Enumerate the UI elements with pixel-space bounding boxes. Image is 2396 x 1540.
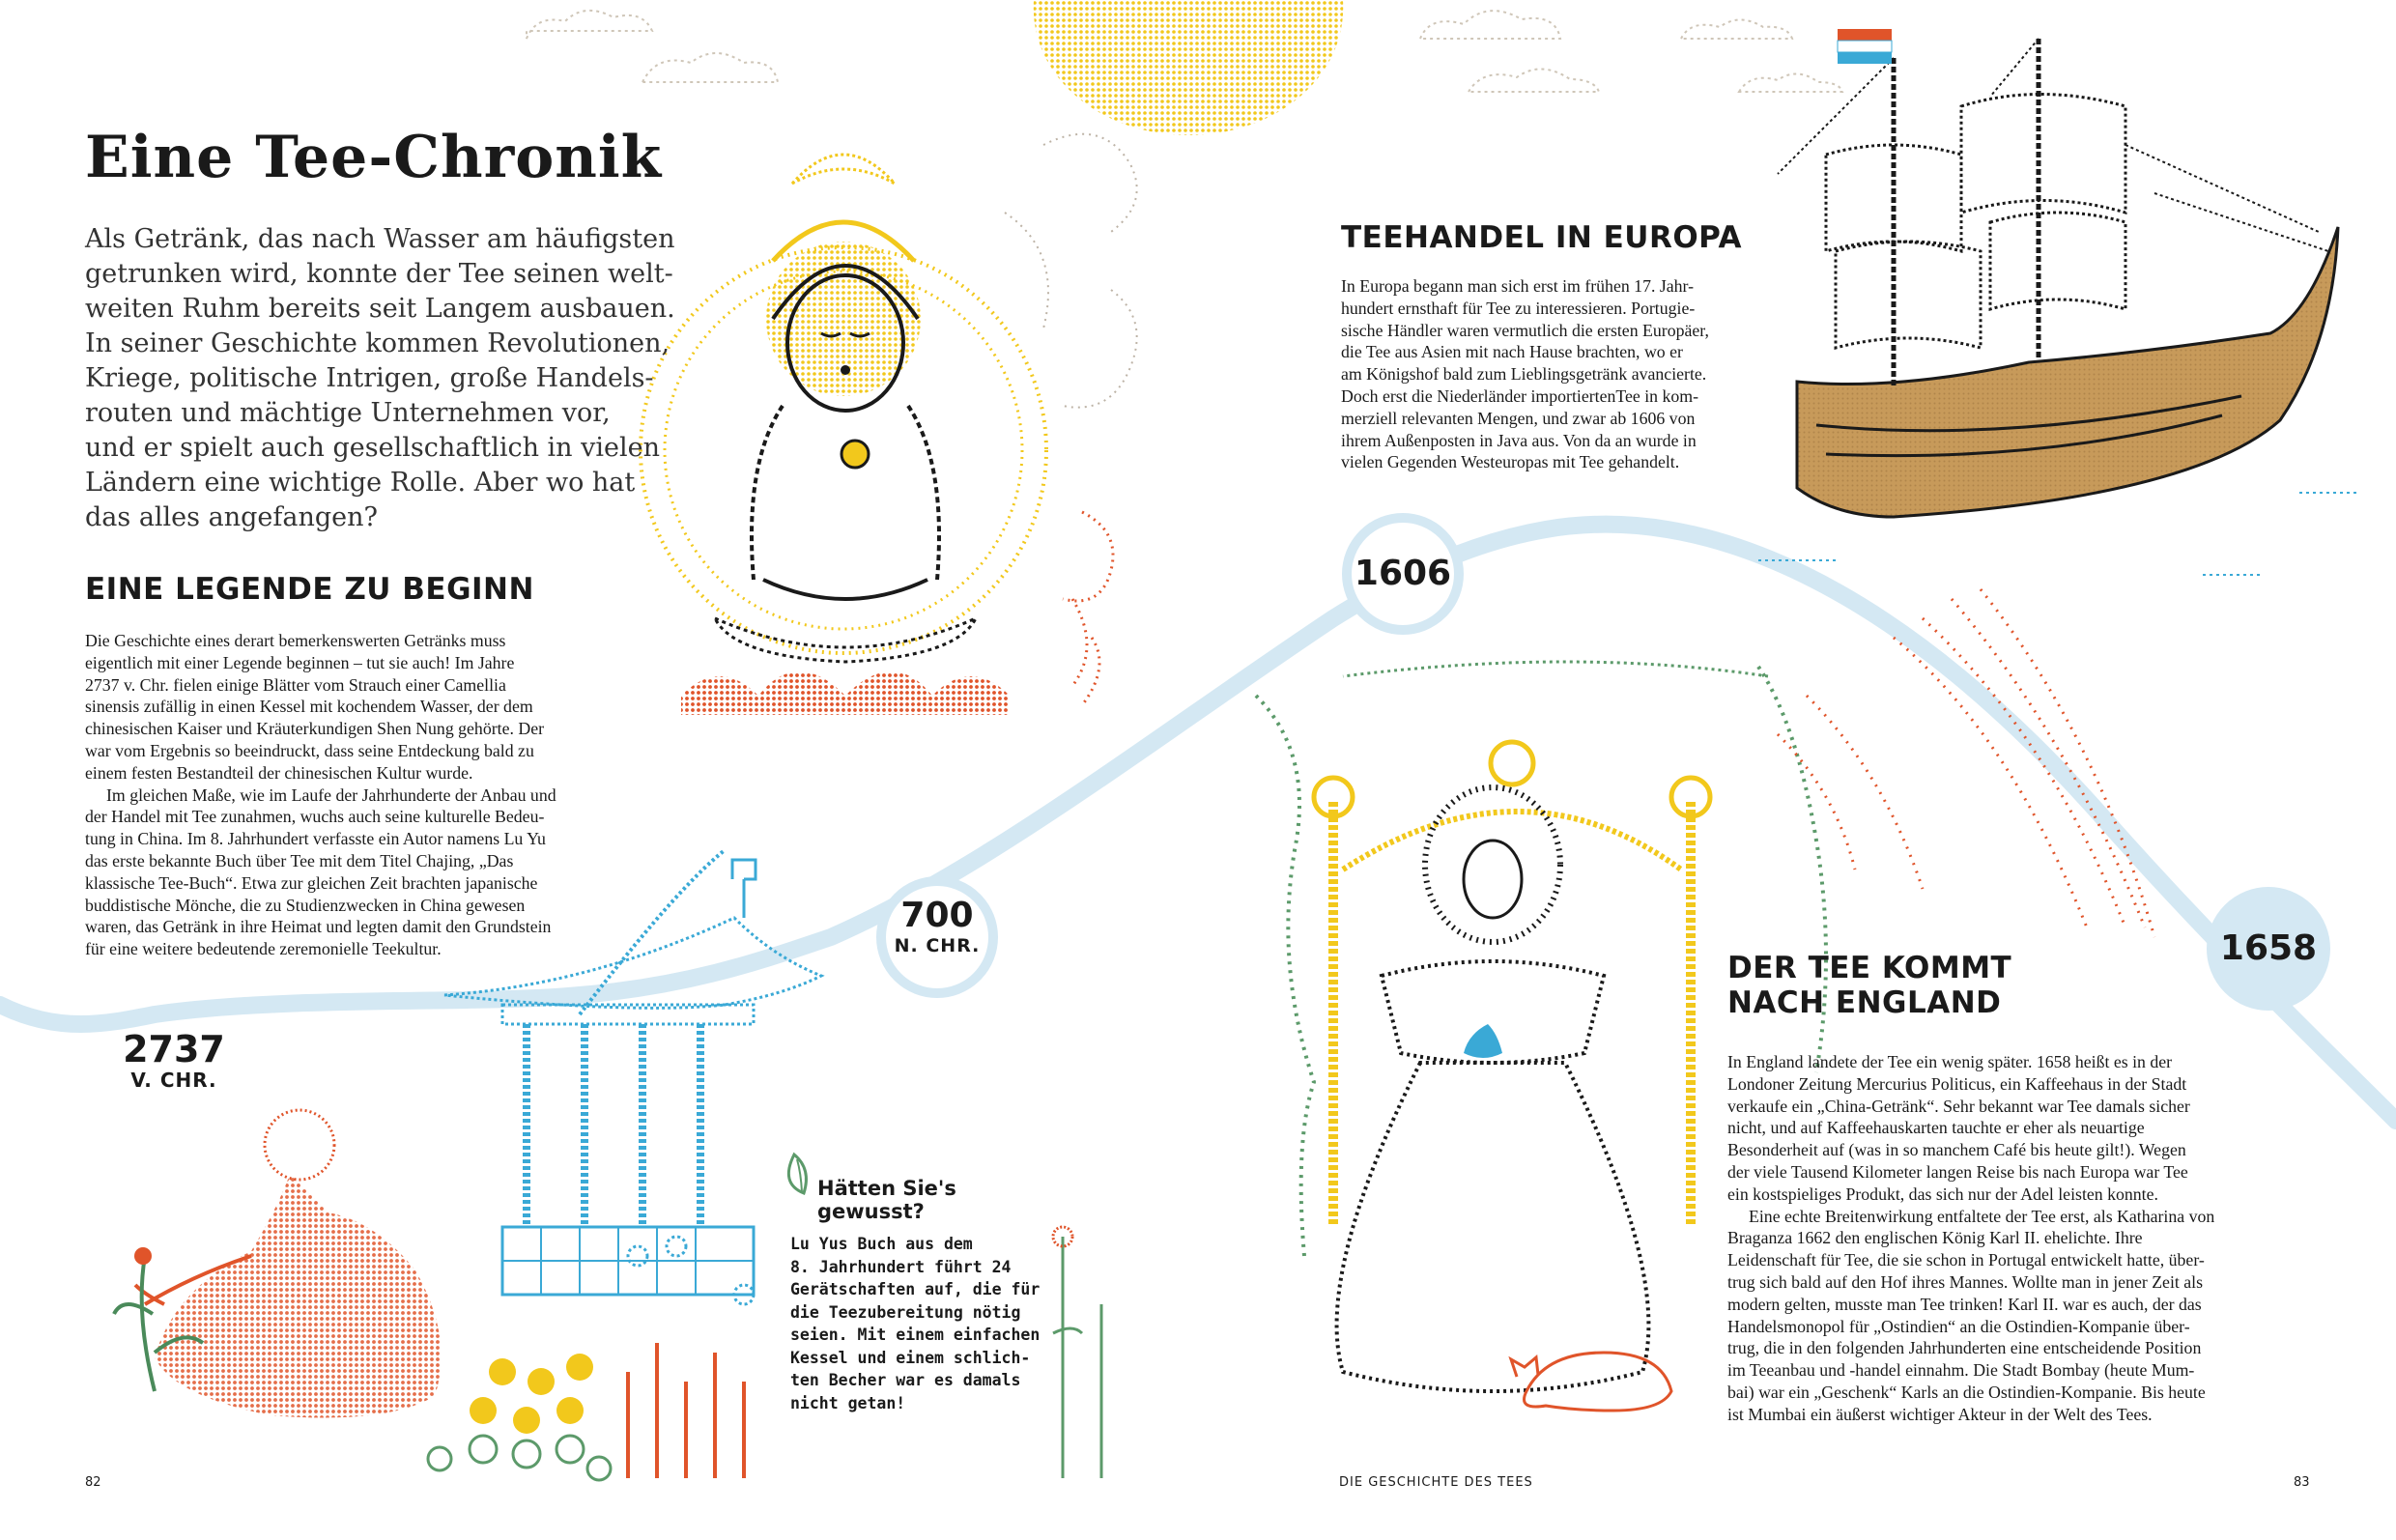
text-line: ihrem Außenposten in Java aus. Von da an wurde in — [1341, 430, 1697, 450]
text-line: trug sich bald auf den Hof ihres Mannes. Wollte man in jener Zeit als — [1727, 1271, 2204, 1292]
text-line: am Königshof bald zum Lieblingsgetränk avancierte. — [1341, 364, 1707, 385]
timeline-era: V. CHR. — [130, 1069, 217, 1092]
intro-line: Ländern eine wichtige Rolle. Aber wo hat — [85, 468, 636, 498]
hint-line: die Teezubereitung nötig — [790, 1302, 1021, 1322]
text-line: verkaufe ein „China-Getränk“. Sehr bekannt war Tee damals sicher — [1727, 1096, 2190, 1116]
intro-line: und er spielt auch gesellschaftlich in vielen — [85, 433, 661, 463]
intro-line: routen und mächtige Unternehmen vor, — [85, 398, 611, 428]
hint-line: Gerätschaften auf, die für — [790, 1280, 1041, 1298]
text-line: Braganza 1662 den englischen König Karl II. ehelichte. Ihre — [1727, 1228, 2143, 1248]
timeline-2737 — [106, 1029, 242, 1091]
intro-line: Kriege, politische Intrigen, große Handels- — [85, 363, 654, 393]
text-line: Die Geschichte eines derart bemerkenswerten Getränks muss — [85, 631, 506, 650]
hint-line: 8. Jahrhundert führt 24 — [790, 1257, 1012, 1276]
heading-england — [1727, 951, 2011, 1020]
text-line: für eine weitere bedeutende zeremonielle Teekultur. — [85, 939, 442, 959]
timeline-era: N. CHR. — [894, 935, 981, 956]
intro-line: In seiner Geschichte kommen Revolutionen, — [85, 328, 670, 358]
timeline-1606 — [1345, 555, 1461, 593]
text-line: eigentlich mit einer Legende beginnen – tut sie auch! Im Jahre — [85, 652, 515, 672]
text-line: Londoner Zeitung Mercurius Politicus, ein Kaffeehaus in der Stadt — [1727, 1073, 2187, 1094]
text-line: merziell relevanten Mengen, und zwar ab 1606 von — [1341, 408, 1696, 428]
heading-europe: TEEHANDEL IN EUROPA — [1341, 220, 1743, 255]
hint-line: nicht getan! — [790, 1393, 906, 1412]
timeline-year: 1658 — [2219, 928, 2318, 968]
intro-line: weiten Ruhm bereits seit Langem ausbauen. — [85, 294, 675, 324]
timeline-700 — [879, 897, 995, 956]
text-line: tung in China. Im 8. Jahrhundert verfasste ein Autor namens Lu Yu — [85, 829, 546, 849]
did-you-know-text — [790, 1233, 1040, 1414]
europe-text — [1341, 275, 1709, 473]
text-line: ist Mumbai ein äußerst wichtiger Akteur in der Welt des Tees. — [1727, 1404, 2153, 1424]
did-you-know-title — [817, 1177, 956, 1223]
intro-line: Als Getränk, das nach Wasser am häufigsten — [85, 224, 675, 254]
text-line: war vom Ergebnis so beeindruckt, dass seine Entdeckung bald zu — [85, 740, 534, 760]
page-number-right: 83 — [2294, 1475, 2310, 1490]
heading-line: DER TEE KOMMT — [1727, 951, 2012, 985]
timeline-1658 — [2211, 929, 2326, 968]
timeline-year: 2737 — [123, 1028, 225, 1070]
text-line: Leidenschaft für Tee, die sie schon in Portugal entwickelt hatte, über- — [1727, 1250, 2205, 1270]
text-line: Im gleichen Maße, wie im Laufe der Jahrhunderte der Anbau und — [106, 784, 556, 805]
hint-line: seien. Mit einem einfachen — [790, 1326, 1041, 1344]
timeline-year: 700 — [900, 896, 974, 935]
text-line: im Teeanbau und -handel einnahm. Die Stadt Bombay (heute Mum- — [1727, 1360, 2195, 1381]
hint-line: Kessel und einem schlich- — [790, 1348, 1031, 1367]
text-line: nicht, und auf Kaffeehauskarten tauchte er eher als neuartige — [1727, 1118, 2145, 1138]
text-line: der viele Tausend Kilometer langen Reise bis nach Europa war Tee — [1727, 1161, 2188, 1182]
england-text — [1727, 1051, 2214, 1426]
text-line: In England landete der Tee ein wenig später. 1658 heißt es in der — [1727, 1052, 2173, 1071]
text-line: 2737 v. Chr. fielen einige Blätter vom Strauch einer Camellia — [85, 674, 506, 695]
hint-title-line: Hätten Sie's — [817, 1177, 956, 1200]
text-line: Handelsmonopol für „Ostindien“ an die Ostindien-Kompanie über- — [1727, 1316, 2190, 1336]
hint-line: ten Becher war es damals — [790, 1371, 1021, 1389]
text-line: Eine echte Breitenwirkung entfaltete der Tee erst, als Katharina von — [1749, 1206, 2215, 1226]
text-line: sische Händler waren vermutlich die ersten Europäer, — [1341, 320, 1709, 340]
text-line: bai) war ein „Geschenk“ Karls an die Ostindien-Kompanie. Bis heute — [1727, 1382, 2206, 1402]
heading-legend: EINE LEGENDE ZU BEGINN — [85, 572, 534, 607]
text-line: hundert ernsthaft für Tee zu interessieren. Portugie- — [1341, 298, 1696, 318]
text-line: modern gelten, musste man Tee trinken! Karl II. war es auch, der das — [1727, 1294, 2202, 1314]
text-line: trug, die in den folgenden Jahrhunderten eine entscheidende Position — [1727, 1338, 2202, 1358]
heading-line: NACH ENGLAND — [1727, 985, 2002, 1020]
timeline-year: 1606 — [1354, 554, 1452, 593]
text-line: In Europa begann man sich erst im frühen 17. Jahr- — [1341, 276, 1695, 296]
text-line: klassische Tee-Buch“. Etwa zur gleichen Zeit brachten japanische — [85, 872, 538, 893]
text-line: Doch erst die Niederländer importiertenTee in kom- — [1341, 385, 1699, 406]
intro-line: das alles angefangen? — [85, 502, 378, 532]
text-line: die Tee aus Asien mit nach Hause brachten, wo er — [1341, 342, 1683, 362]
text-line: ein kostspieliges Produkt, das sich nur der Adel leisten konnte. — [1727, 1184, 2158, 1204]
text-line: Besonderheit auf (was in so manchem Café bis heute gilt!). Wegen — [1727, 1140, 2186, 1160]
hint-title-line: gewusst? — [817, 1200, 925, 1223]
text-line: buddistische Mönche, die zu Studienzwecken in China gewesen — [85, 895, 526, 915]
intro-paragraph — [85, 222, 675, 535]
text-line: einem festen Bestandteil der chinesischen Kultur wurde. — [85, 762, 473, 783]
running-head: DIE GESCHICHTE DES TEES — [1339, 1475, 1533, 1490]
hint-line: Lu Yus Buch aus dem — [790, 1235, 973, 1253]
legend-text — [85, 630, 556, 960]
intro-line: getrunken wird, konnte der Tee seinen welt- — [85, 259, 673, 289]
page-number-left: 82 — [85, 1475, 101, 1490]
text-line: das erste bekannte Buch über Tee mit dem Titel Chajing, „Das — [85, 850, 514, 870]
text-line: waren, das Getränk in ihre Heimat und legten damit den Grundstein — [85, 917, 552, 937]
text-line: sinensis zufällig in einen Kessel mit kochendem Wasser, der dem — [85, 697, 533, 717]
text-line: vielen Gegenden Westeuropas mit Tee gehandelt. — [1341, 452, 1680, 472]
text-line: chinesischen Kaiser und Kräuterkundigen Shen Nung gehörte. Der — [85, 719, 545, 739]
page-title: Eine Tee-Chronik — [85, 124, 663, 191]
text-line: der Handel mit Tee zunahmen, wuchs auch seine kulturelle Bedeu- — [85, 807, 545, 827]
